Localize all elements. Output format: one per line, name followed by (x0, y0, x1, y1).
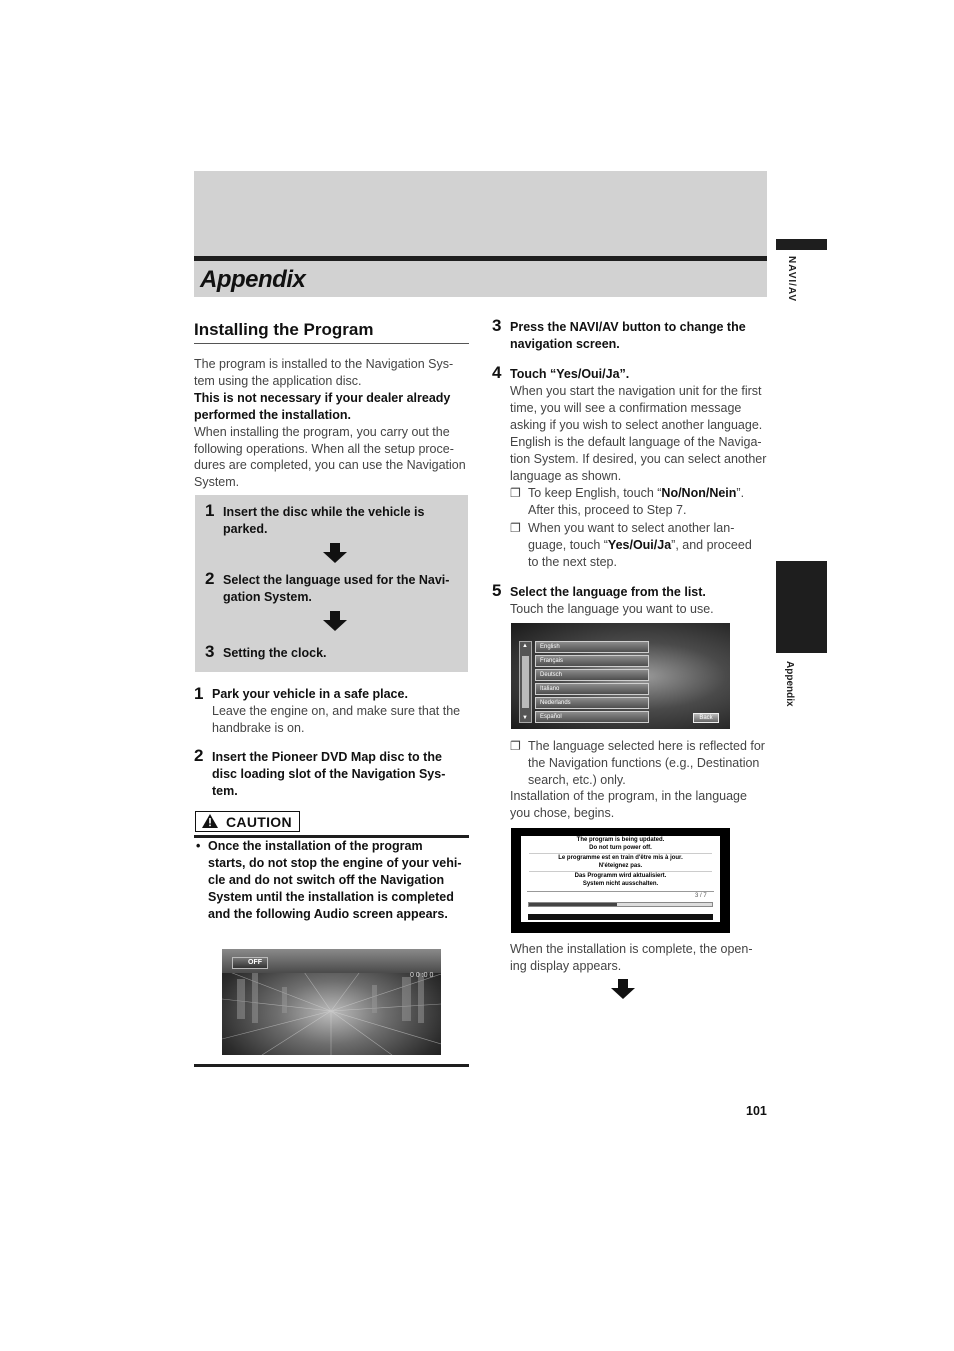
language-list (535, 641, 649, 725)
update-message (521, 837, 720, 888)
step-line: parked. (223, 522, 268, 536)
update-progress-fill (529, 903, 617, 906)
caution-line: and the following Audio screen appears. (208, 907, 448, 921)
intro-line: The program is installed to the Navigation Sys- (194, 357, 454, 371)
caution-label: CAUTION (226, 814, 292, 830)
audio-off-label: OFF (248, 959, 262, 966)
scroll-thumb[interactable] (522, 656, 529, 708)
language-scrollbar[interactable] (519, 641, 532, 723)
step-description (510, 788, 747, 822)
overview-step-2 (223, 572, 449, 606)
language-option-label: English (540, 644, 560, 650)
language-option-label: Español (540, 714, 562, 720)
scroll-down-icon[interactable]: ▼ (522, 715, 528, 721)
intro-line: tem using the application disc. (194, 373, 362, 388)
title-line: disc loading slot of the Navigation Sys- (212, 767, 446, 781)
step-line: Insert the disc while the vehicle is (223, 505, 425, 519)
note-line: The language selected here is reflected for (528, 739, 765, 753)
update-message-line: System nicht ausschalten. (582, 880, 659, 887)
update-counter: 3 / 7 (695, 893, 707, 899)
description-line: Installation of the program, in the language (510, 789, 747, 803)
note-text: guage, touch “ (528, 538, 608, 552)
update-screen-image (511, 828, 730, 933)
description-line: you chose, begins. (510, 806, 615, 820)
note-line: to the next step. (528, 555, 617, 569)
title-line: navigation screen. (510, 337, 620, 351)
section-title: Installing the Program (194, 320, 374, 339)
intro-line: following operations. When all the setup proce- (194, 441, 454, 456)
side-label-appendix: Appendix (784, 661, 795, 707)
note-text: ”. (736, 486, 745, 500)
warning-triangle-icon (202, 814, 218, 828)
title-line: Insert the Pioneer DVD Map disc to the (212, 750, 442, 764)
checkbox-icon: ❐ (510, 486, 521, 500)
step-title (212, 749, 445, 800)
description-line: language as shown. (510, 469, 622, 483)
step-number: 5 (492, 581, 502, 600)
language-option-label: Italiano (540, 686, 560, 692)
bullet-note (528, 485, 744, 519)
down-arrow-icon (323, 611, 347, 631)
section-rule (194, 343, 469, 344)
caution-line: cle and do not switch off the Navigation (208, 873, 445, 887)
overview-step-3: Setting the clock. (223, 646, 327, 660)
caution-line: System until the installation is completed (208, 890, 454, 904)
description-line: time, you will see a confirmation message (510, 401, 742, 415)
step-number: 4 (492, 363, 502, 382)
step-line: gation System. (223, 590, 312, 604)
intro-line: System. (194, 475, 240, 490)
language-option[interactable] (535, 655, 649, 667)
note-line: the Navigation functions (e.g., Destination (528, 756, 760, 770)
audio-readout: 0 0 :0 0 (410, 972, 434, 979)
chapter-header-rule (194, 256, 767, 261)
intro-note: This is not necessary if your dealer already (194, 390, 451, 405)
update-message-line: Le programme est en train d'être mis à jour. (558, 855, 683, 861)
step-description: Touch the language you want to use. (510, 602, 714, 616)
update-message-line: The program is being updated. (576, 837, 665, 843)
overview-step-1 (223, 504, 424, 538)
step-description (510, 383, 766, 485)
note-text: ”, and proceed (671, 538, 752, 552)
chapter-title: Appendix (200, 266, 306, 293)
step-title: Select the language from the list. (510, 585, 706, 599)
checkbox-icon: ❐ (510, 521, 521, 535)
caution-line: starts, do not stop the engine of your vehi- (208, 856, 462, 870)
title-line: Press the NAVI/AV button to change the (510, 320, 746, 334)
audio-screen-image (222, 949, 441, 1055)
language-screen-image (511, 623, 730, 729)
language-option[interactable] (535, 641, 649, 653)
language-option[interactable] (535, 697, 649, 709)
note-line: search, etc.) only. (528, 773, 626, 787)
step-description (510, 941, 753, 975)
language-option-label: Français (540, 658, 564, 664)
page-number: 101 (746, 1104, 767, 1118)
intro-line: dures are completed, you can use the Navigation (194, 458, 466, 473)
caution-text (208, 838, 462, 923)
column-end-rule (194, 1064, 469, 1067)
step-number: 3 (492, 316, 502, 335)
step-title (510, 319, 746, 353)
side-label-navi-av: NAVI/AV (786, 256, 797, 303)
down-arrow-icon (611, 979, 635, 999)
note-line: When you want to select another lan- (528, 521, 735, 535)
caution-bullet: • (196, 839, 201, 853)
description-line: When the installation is complete, the open- (510, 942, 753, 956)
note-line: After this, proceed to Step 7. (528, 503, 687, 517)
description-line: ing display appears. (510, 959, 622, 973)
note-keyword: No/Non/Nein (661, 486, 737, 500)
intro-line: When installing the program, you carry out the (194, 424, 450, 439)
step-line: Select the language used for the Navi- (223, 573, 450, 587)
update-message-line: Das Programm wird aktualisiert. (574, 873, 667, 879)
title-line: tem. (212, 784, 238, 798)
side-tab-navi-av (776, 239, 827, 250)
language-option[interactable] (535, 683, 649, 695)
description-line: tion System. If desired, you can select another (510, 452, 767, 466)
language-option[interactable] (535, 711, 649, 723)
language-option[interactable] (535, 669, 649, 681)
down-arrow-icon (323, 543, 347, 563)
update-progress-bar (528, 902, 713, 907)
description-line: asking if you wish to select another language. (510, 418, 763, 432)
overview-step-number: 1 (205, 501, 215, 520)
language-option-label: Nederlands (540, 700, 571, 706)
bullet-note (528, 520, 752, 571)
update-message-line: Do not turn power off. (589, 844, 652, 851)
step-description (212, 703, 460, 737)
overview-step-number: 3 (205, 642, 215, 661)
step-title: Touch “Yes/Oui/Ja”. (510, 367, 630, 381)
description-line: handbrake is on. (212, 721, 305, 735)
language-option-label: Deutsch (540, 672, 563, 678)
description-line: English is the default language of the Naviga- (510, 435, 762, 449)
overview-step-number: 2 (205, 569, 215, 588)
update-message-line: N'éteignez pas. (598, 862, 643, 869)
step-number: 1 (194, 684, 204, 703)
intro-note: performed the installation. (194, 407, 351, 422)
note-keyword: Yes/Oui/Ja (607, 538, 672, 552)
description-line: Leave the engine on, and make sure that the (212, 704, 461, 718)
step-title: Park your vehicle in a safe place. (212, 687, 408, 701)
bullet-note (528, 738, 765, 789)
side-tab-appendix (776, 561, 827, 653)
scroll-up-icon[interactable]: ▲ (522, 643, 528, 649)
intro-paragraph (194, 356, 469, 491)
note-text: To keep English, touch “ (528, 486, 662, 500)
checkbox-icon: ❐ (510, 739, 521, 753)
description-line: When you start the navigation unit for the first (510, 384, 762, 398)
step-number: 2 (194, 746, 204, 765)
back-button[interactable]: Back (693, 713, 719, 723)
caution-line: Once the installation of the program (208, 839, 423, 853)
